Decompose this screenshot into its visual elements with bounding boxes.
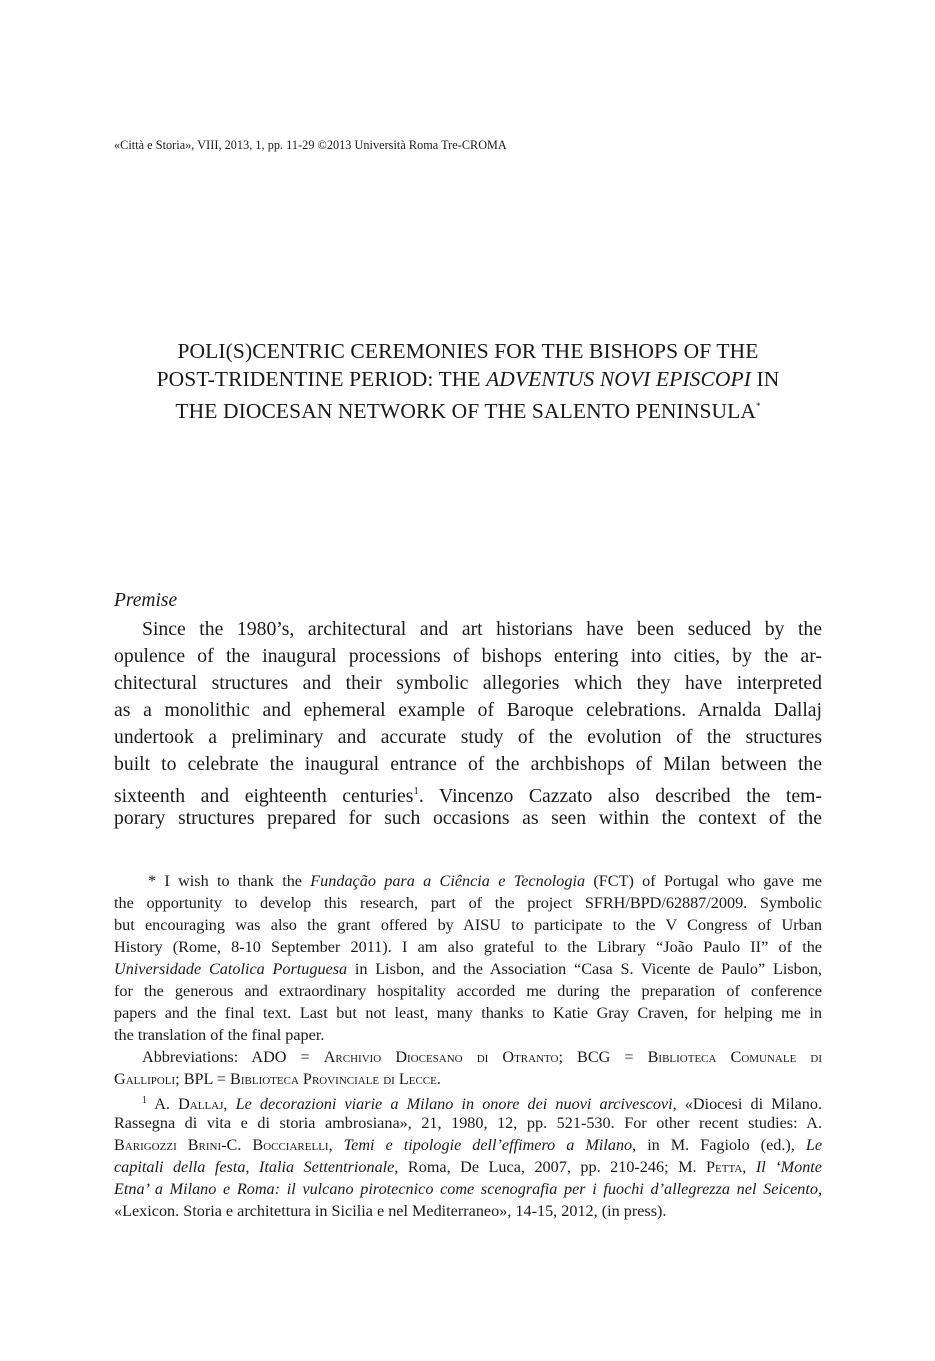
body-line: undertook a preliminary and accurate study of the evolution of the structures (114, 726, 822, 748)
footnote-1-line (114, 1156, 822, 1178)
footnote-text: «Diocesi di Milano. (676, 1095, 823, 1113)
footnote-text: ; BCG = (558, 1048, 648, 1066)
footnote-star-line: for the generous and extraordinary hospitality accorded me during the preparation of conference (114, 982, 822, 1000)
footnote-text: Archivio Diocesano di Otranto (323, 1048, 559, 1066)
running-head: «Città e Storia», VIII, 2013, 1, pp. 11-29 ©2013 Università Roma Tre-CROMA (114, 138, 507, 152)
footnote-text: Barigozzi Brini (114, 1136, 222, 1154)
footnote-text: Il ‘Monte (755, 1158, 822, 1176)
body-line: porary structures prepared for such occasions as seen within the context of the (114, 807, 822, 829)
body-line: built to celebrate the inaugural entrance of the archbishops of Milan between the (114, 753, 822, 775)
footnote-text: Bocciarelli (252, 1136, 329, 1154)
footnote-star-line: papers and the final text. Last but not least, many thanks to Katie Gray Craven, for helping me in (114, 1004, 822, 1022)
footnote-text: ; BPL = (175, 1070, 231, 1088)
footnote-text: Le decorazioni viarie a Milano in onore dei nuovi arcivescovi, (235, 1095, 677, 1113)
footnote-text: Abbreviations: ADO = (142, 1048, 324, 1066)
title-line-3 (114, 393, 822, 426)
footnote-text: Temi e tipologie dell’effimero a Milano (343, 1136, 633, 1154)
body-line-text: sixteenth and eighteenth centuries (114, 785, 414, 807)
footnote-text: Biblioteca Comunale di (647, 1048, 822, 1066)
body-line: opulence of the inaugural processions of bishops entering into cities, by the ar- (114, 645, 822, 667)
footnote-text: Biblioteca Provinciale di Lecce (230, 1070, 437, 1088)
footnote-text: * I wish to thank the (148, 872, 311, 890)
footnote-text: . (436, 1070, 441, 1088)
article-title (114, 338, 822, 426)
footnote-1-line: Rassegna di vita e di storia ambrosiana», 21, 1980, 12, pp. 521-530. For other recent studies: A. (114, 1114, 822, 1132)
footnote-text: Fundação para a Ciência e Tecnologia (310, 872, 586, 890)
footnote-text: -C. (221, 1136, 253, 1154)
footnote-1-line (114, 1134, 822, 1156)
footnote-text: A. (147, 1095, 179, 1113)
body-line: Since the 1980’s, architectural and art historians have been seduced by the (142, 618, 822, 640)
title-footnote-marker: * (756, 401, 761, 411)
footnote-star-line (114, 958, 822, 980)
footnote-star-line: History (Rome, 8-10 September 2011). I am also grateful to the Library “João Paulo II” of the (114, 938, 822, 956)
footnote-star-line: the opportunity to develop this research, part of the project SFRH/BPD/62887/2009. Symbolic (114, 894, 822, 912)
body-line: chitectural structures and their symbolic allegories which they have interpreted (114, 672, 822, 694)
footnote-text: Roma, De Luca, 2007, pp. 210-246; M. (398, 1158, 707, 1176)
footnote-text: Universidade Catolica Portuguesa (114, 960, 348, 978)
body-paragraph (114, 616, 822, 832)
footnote-text: , (328, 1136, 344, 1154)
footnote-text: capitali della festa, Italia Settentrionale, (114, 1158, 399, 1176)
footnote-1-line (114, 1178, 822, 1200)
footnote-text: Petta (706, 1158, 743, 1176)
footnote-text: Gallipoli (114, 1070, 176, 1088)
body-line (114, 778, 822, 805)
footnote-star-line (114, 870, 822, 892)
footnote-text: , (223, 1095, 236, 1113)
footnote-text: Etna’ a Milano e Roma: il vulcano pirotecnico come scenografia per i fuochi d’allegrezza nel Seicento (114, 1180, 818, 1198)
body-line: as a monolithic and ephemeral example of Baroque celebrations. Arnalda Dallaj (114, 699, 822, 721)
title-line-2 (114, 366, 822, 394)
title-latin-phrase: ADVENTUS NOVI EPISCOPI (486, 366, 752, 391)
footnote-text: , (817, 1180, 822, 1198)
footnotes (114, 870, 822, 1222)
title-line-1: POLI(S)CENTRIC CEREMONIES FOR THE BISHOPS OF THE (177, 339, 759, 363)
footnote-text: , in M. Fagiolo (ed.), (632, 1136, 806, 1154)
footnote-text: Le (805, 1136, 823, 1154)
footnote-reference[interactable]: 1 (413, 785, 419, 797)
section-heading: Premise (114, 590, 178, 611)
title-line-3-text: THE DIOCESAN NETWORK OF THE SALENTO PENINSULA (175, 399, 756, 423)
footnote-text: (FCT) of Portugal who gave me (585, 872, 822, 890)
footnote-star-line: the translation of the final paper. (114, 1026, 325, 1044)
footnote-1-line: «Lexicon. Storia e architettura in Sicilia e nel Mediterraneo», 14-15, 2012, (in press). (114, 1202, 667, 1220)
footnote-text: in Lisbon, and the Association “Casa S. Vicente de Paulo” Lisbon, (347, 960, 822, 978)
title-line-2-end: IN (751, 366, 780, 391)
footnote-number: 1 (142, 1095, 147, 1106)
footnote-text: , (742, 1158, 756, 1176)
footnote-star-line: but encouraging was also the grant offered by AISU to participate to the V Congress of Urban (114, 916, 822, 934)
title-line-2-text: POST-TRIDENTINE PERIOD: THE (156, 366, 487, 391)
abbreviations-line (114, 1046, 822, 1068)
footnote-1-line (114, 1090, 822, 1112)
abbreviations-line (114, 1068, 822, 1090)
footnote-text: Dallaj (178, 1095, 224, 1113)
body-line-text: . Vincenzo Cazzato also described the tem- (418, 785, 822, 807)
